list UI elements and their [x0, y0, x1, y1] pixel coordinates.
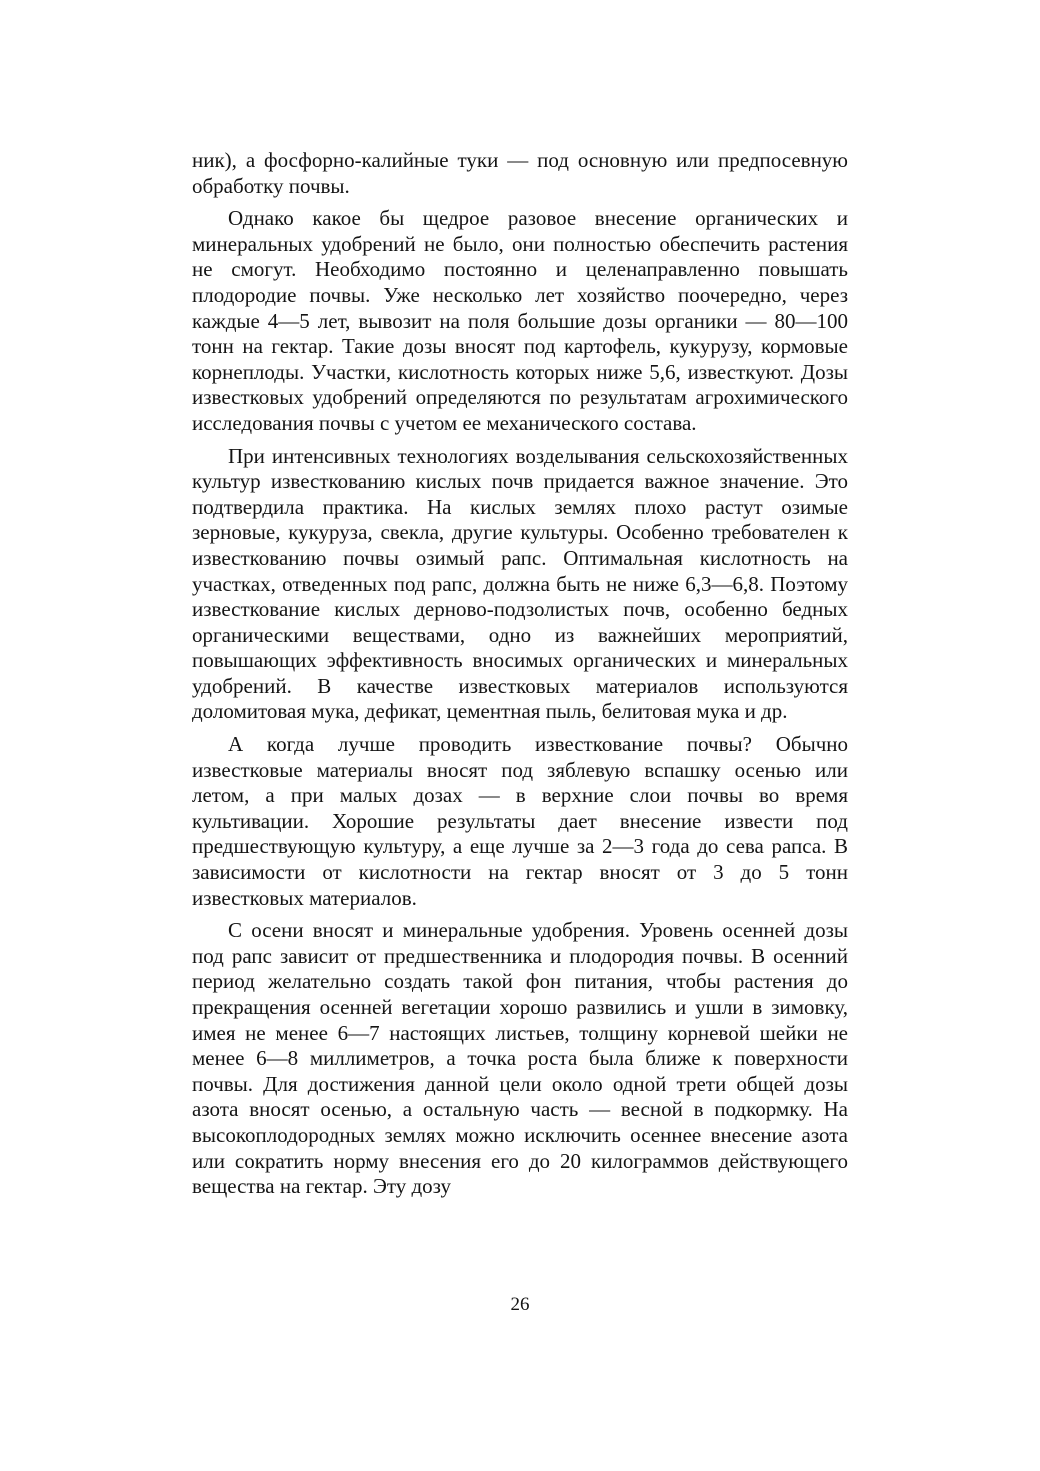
- paragraph-continuation: ник), а фосфорно-калийные туки — под основную или предпосевную обработку почвы.: [192, 148, 848, 198]
- page-number: 26: [510, 1294, 530, 1315]
- paragraph-autumn-fertilizers: С осени вносят и минеральные удобрения. Уровень осенней дозы под рапс зависит от предшественника и плодородия почвы. В осенний период желательно создать такой фон питания, чтобы растения до прекращения осенней вегетации хорошо развились и ушли в зимовку, имея не менее 6—7 настоящих листьев, толщину корневой шейки не менее 6—8 миллиметров, а точка роста была ближе к поверхности почвы. Для достижения данной цели около одной трети общей дозы азота вносят осенью, а остальную часть — весной в подкормку. На высокоплодородных землях можно исключить осеннее внесение азота или сократить норму внесения его до 20 килограммов действующего вещества на гектар. Эту дозу: [192, 918, 848, 1199]
- paragraph-liming-timing: А когда лучше проводить известкование почвы? Обычно известковые материалы вносят под зяблевую вспашку осенью или летом, а при малых дозах — в верхние слои почвы во время культивации. Хорошие результаты дает внесение извести под предшествующую культуру, а еще лучше за 2—3 года до сева рапса. В зависимости от кислотности на гектар вносят от 3 до 5 тонн известковых материалов.: [192, 732, 848, 910]
- body-text: [192, 148, 848, 1207]
- paragraph-organic-fertilizers: Однако какое бы щедрое разовое внесение органических и минеральных удобрений не было, они полностью обеспечить растения не смогут. Необходимо постоянно и целенаправленно повышать плодородие почвы. Уже несколько лет хозяйство поочередно, через каждые 4—5 лет, вывозит на поля большие дозы органики — 80—100 тонн на гектар. Такие дозы вносят под картофель, кукурузу, кормовые корнеплоды. Участки, кислотность которых ниже 5,6, известкуют. Дозы известковых удобрений определяются по результатам агрохимического исследования почвы с учетом ее механического состава.: [192, 206, 848, 435]
- paragraph-liming-importance: При интенсивных технологиях возделывания сельскохозяйственных культур известкованию кислых почв придается важное значение. Это подтвердила практика. На кислых землях плохо растут озимые зерновые, кукуруза, свекла, другие культуры. Особенно требователен к известкованию почвы озимый рапс. Оптимальная кислотность на участках, отведенных под рапс, должна быть не ниже 6,3—6,8. Поэтому известкование кислых дерново-подзолистых почв, особенно бедных органическими веществами, одно из важнейших мероприятий, повышающих эффективность вносимых органических и минеральных удобрений. В качестве известковых материалов используются доломитовая мука, дефикат, цементная пыль, белитовая мука и др.: [192, 443, 848, 724]
